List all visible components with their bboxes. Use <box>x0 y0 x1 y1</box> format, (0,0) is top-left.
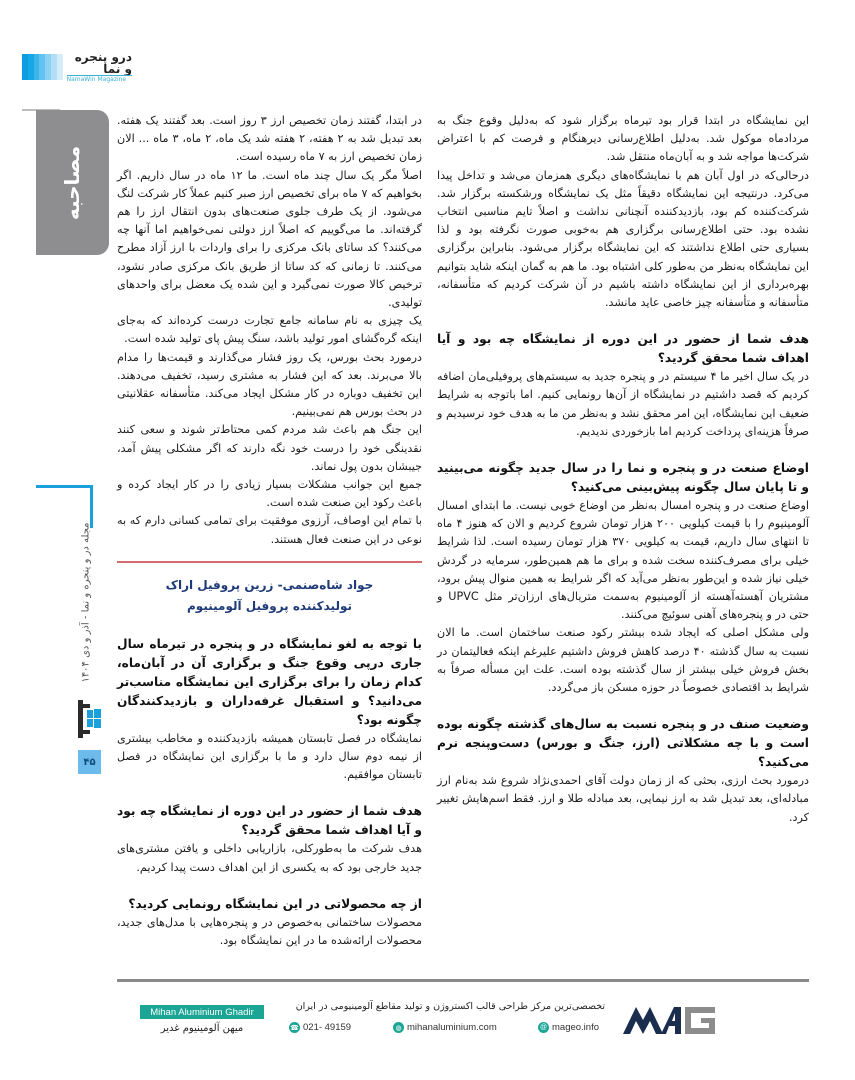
byline-name: جواد شاه‌صنمی- زرین پروفیل اراک <box>165 577 374 592</box>
bottom-rule <box>117 979 809 982</box>
interview-question: هدف شما از حضور در این دوره از نمایشگاه چه بود و آیا اهداف شما محقق گردید؟ <box>437 332 809 366</box>
section-label: مصاحبه <box>60 145 85 220</box>
website-url: mihanaluminium.com <box>407 1022 497 1033</box>
journal-issue <box>78 520 94 685</box>
column-left-bottom <box>117 635 422 950</box>
interview-answer: اصلاً مگر یک سال چند ماه است. ما ۱۲ ماه در سال داریم. اگر بخواهیم که ۷ ماه برای تخصیص ارز صبر کنیم عملاً کار شرکت لنگ می‌شود. از یک طرف جلوی صنعت‌های بدون انتقال ارز را هم گرفته‌اند. ما می‌گوییم که اصلاً ارز دولتی نمی‌خواهیم اما آنها چه می‌کنند؟ کد ساتای بانک مرکزی را برای واردات با ارز آزاد مطرح می‌کنند. تا زمانی که کد ساتا از طریق بانک مرکزی صادر نشود، ترخیص کالا صورت نمی‌گیرد و این شده یک معضل برای واحدهای تولیدی. <box>117 168 422 310</box>
byline-role: تولیدکننده پروفیل آلومینیوم <box>187 598 352 613</box>
interview-answer: این نمایشگاه در ابتدا قرار بود تیرماه برگزار شود که به‌دلیل وقوع جنگ به مردادماه موکول شد. به‌دلیل اطلاع‌رسانی دیرهنگام و فرصت کم با اعتراض شرکت‌ها مواجه شد و به آبان‌ماه منتقل شد. <box>437 114 809 164</box>
mag-logo <box>623 1004 718 1034</box>
logo-stripes <box>22 54 63 80</box>
article-column-right <box>437 112 809 827</box>
interview-answer: با تمام این اوصاف، آرزوی موفقیت برای تمامی کسانی دارم که به نوعی در این صنعت فعال هستند. <box>117 514 422 546</box>
magazine-name-fa: درو پنجره و نما <box>74 50 132 76</box>
column-left-top <box>117 112 422 549</box>
at-icon: @ <box>539 1024 548 1031</box>
logo-stripe <box>57 54 63 80</box>
interview-answer: محصولات ساختمانی به‌خصوص در و پنجره‌هایی با مدل‌های جدید، محصولات ارائه‌شده ما در این نمایشگاه بود. <box>117 915 422 948</box>
article-column-left <box>117 112 422 950</box>
interview-answer: اوضاع صنعت در و پنجره امسال به‌نظر من اوضاع خوبی نیست. ما ابتدای امسال آلومینیوم را با قیمت کیلویی ۲۰۰ هزار تومان شروع کردیم و الان که هنوز ۴ ماه تا انتهای سال داریم، قیمت به کیلویی ۳۷۰ هزار تومان رسیده است. لذا شرایط خیلی برای مصرف‌کننده سخت شده و برای ما هم همین‌طور، سرمایه در گردش خیلی نیاز شده و این‌طور به‌نظر می‌آید که اگر شرایط به همین منوال پیش برود، مشتریان آهسته‌آهسته از آلومینیوم به‌سمت متریال‌های ارزان‌تر مثل UPVC و حتی در و پنجره‌های آهنی سوئیچ می‌کنند. <box>437 499 809 622</box>
interview-answer: در یک سال اخیر ما ۴ سیستم در و پنجره جدید به سیستم‌های پروفیلی‌مان اضافه کردیم که قصد داشتیم در نمایشگاه از آن‌ها رونمایی کنیم. اما باتوجه به شرایط ضعیف این نمایشگاه، این امر محقق نشد و به‌نظر من ما به هدف خود نرسیدیم و صرفاً هزینه‌ای پرداخت کردیم اما بازخوردی ندیدیم. <box>437 370 809 438</box>
phone-number: 021- 49159 <box>303 1022 352 1033</box>
interview-answer: درحالی‌که در اول آبان هم با نمایشگاه‌های دیگری همزمان می‌شد و تداخل پیدا می‌کرد. درنتیجه این نمایشگاه دقیقاً مثل یک نمایشگاه ورشکسته برگزار شد. شرکت‌کننده کم بود، بازدیدکننده آنچنانی نداشت و اصلاً تایم مناسبی انتخاب نشده بود. حتی اطلاع‌رسانی برگزاری هم به‌خوبی صورت نگرفته بود و لذا بسیاری حتی اطلاع نداشتند که این نمایشگاه برگزار می‌شود. بنابراین برگزاری این نمایشگاه به‌نظر من به‌طور کلی اشتباه بود. ما هم به گمان اینکه شاید بتوانیم بهره‌برداری از این نمایشگاه داشته باشیم در آن شرکت کردیم که متأسفانه، متأسفانه و متأسفانه چیز خاصی عاید مانشد. <box>437 168 809 310</box>
section-tab <box>36 110 109 255</box>
footer-tagline: تخصصی‌ترین مرکز طراحی قالب اکستروژن و تولید مقاطع آلومینیومی در ایران <box>295 1001 605 1012</box>
mihan-name-fa: میهن آلومینیوم غدیر <box>160 1023 244 1034</box>
footer-website[interactable] <box>393 1022 497 1033</box>
footer-ad <box>0 995 855 1045</box>
byline <box>117 575 422 617</box>
interview-question: اوضاع صنعت در و پنجره و نما را در سال جدید چگونه می‌بینید و تا پایان سال چگونه پیش‌بینی می‌کنید؟ <box>437 461 809 495</box>
interview-question: با توجه به لغو نمایشگاه در و پنجره در تیرماه سال جاری درپی وقوع جنگ و برگزاری آن در آبان‌ماه، کدام زمان را برای برگزاری این نمایشگاه مناسب‌تر می‌دانید؟ و استقبال غرفه‌داران و بازدیدکنندگان چگونه بود؟ <box>117 636 422 727</box>
magazine-logo <box>22 50 132 83</box>
window-profile-icon <box>76 700 102 738</box>
mihan-badge: Mihan Aluminium Ghadir <box>140 1005 264 1019</box>
interview-answer: یک چیزی به نام سامانه جامع تجارت درست کرده‌اند که به‌جای اینکه گره‌گشای امور تولید باشد، سنگ پیش پای تولید شده است. <box>117 314 422 346</box>
byline-divider <box>117 561 422 563</box>
interview-answer: این جنگ هم باعث شد مردم کمی محتاط‌تر شوند و سعی کنند نقدینگی خود را درست خود نگه دارند که اگر مشکلی پیش آمد، جیبشان بدون پول نماند. <box>117 423 422 473</box>
interview-answer: هدف شرکت ما به‌طورکلی، بازاریابی داخلی و یافتن مشتری‌های جدید خارجی بود که به یکسری از این اهداف دست پیدا کردیم. <box>117 842 422 874</box>
interview-answer: ولی مشکل اصلی که ایجاد شده بیشتر رکود صنعت ساختمان است. ما الان نسبت به سال گذشته ۴۰ درصد کاهش فروش داشتیم علیرغم اینکه فعالیتمان در بخش فروش خیلی بیشتر از سال گذشته بوده است. علت این مسأله صرفاً به شرایط بد اقتصادی خصوصاً در حوزه مسکن باز می‌گردد. <box>437 626 809 695</box>
interview-answer: نمایشگاه در فصل تابستان همیشه بازدیدکننده و مخاطب بیشتری از نیمه دوم سال دارد و ما با برگزاری این نمایشگاه در فصل تابستان موافقیم. <box>117 731 422 782</box>
interview-question: هدف شما از حضور در این دوره از نمایشگاه چه بود و آیا اهداف شما محقق گردید؟ <box>117 804 422 838</box>
email-address: mageo.info <box>552 1022 600 1033</box>
page-number: ۴۵ <box>78 750 101 774</box>
phone-icon: ☎ <box>289 1022 300 1033</box>
journal-issue-text: مجله در و پنجره و نما - آذر و دی ۱۴۰۴ <box>80 522 92 683</box>
interview-answer: در ابتدا، گفتند زمان تخصیص ارز ۳ روز است. بعد گفتند یک هفته. بعد تبدیل شد به ۲ هفته، ۲ هفته شد یک ماه، ۲ ماه، ۳ ماه ... الان زمان تخصیص ارز به ۷ ماه رسیده است. <box>117 114 422 164</box>
interview-answer: جمیع این جوانب مشکلات بسیار زیادی را در کار ایجاد کرده و باعث رکود این صنعت شده است. <box>117 478 422 510</box>
footer-phone[interactable] <box>289 1022 351 1033</box>
interview-answer: درمورد بحث بورس، یک روز فشار می‌گذارند و قیمت‌ها را مدام بالا می‌برند. بعد که این فشار به مشتری رسید، تخفیف می‌دهند. این تخفیف دوباره در کار مشکل ایجاد می‌کند. متأسفانه عقلانیتی در بحث بورس هم نمی‌بینیم. <box>117 350 422 419</box>
footer-email[interactable] <box>538 1022 599 1033</box>
globe-icon: ◍ <box>393 1022 404 1033</box>
magazine-name-en: NamaWin Magazine <box>67 75 132 83</box>
interview-question: از چه محصولاتی در این نمایشگاه رونمایی کردید؟ <box>128 896 422 911</box>
interview-answer: درمورد بحث ارزی، بحثی که از زمان دولت آقای احمدی‌نژاد شروع شد به‌نام ارز مبادله‌ای، بعد تبدیل شد به ارز نیمایی، بعد مبادله طلا و ارز. فقط اسم‌هایش تغییر کرد. <box>437 774 809 824</box>
interview-question: وضعیت صنف در و پنجره نسبت به سال‌های گذشته چگونه بوده است و با چه مشکلاتی (ارز، جنگ و بورس) دست‌وپنجه نرم می‌کنید؟ <box>437 717 809 770</box>
